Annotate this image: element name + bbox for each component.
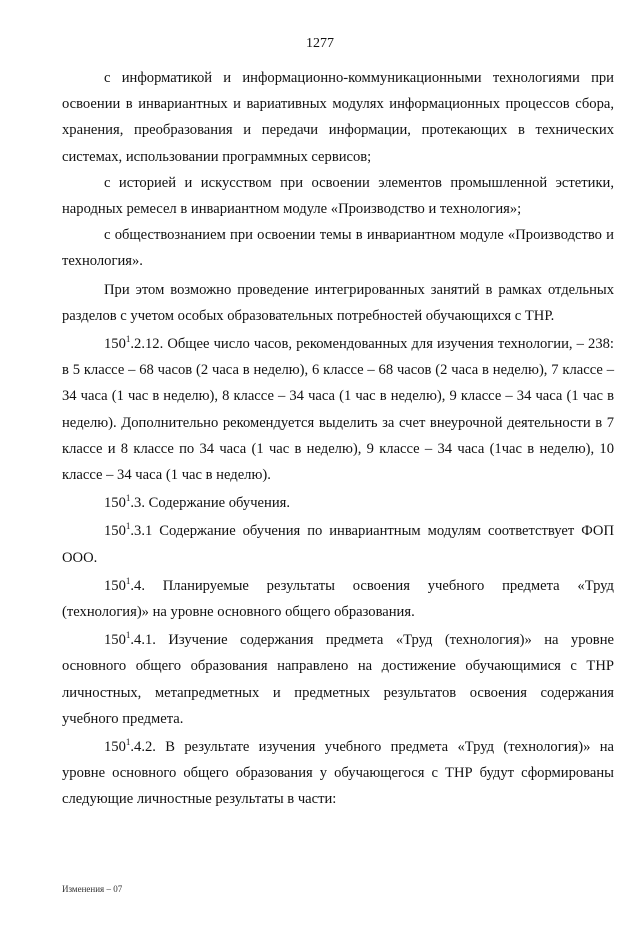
- paragraph-planned-results: $150^1.4$. Планируемые результаты освоения учебного предмета «Труд (технология)» на уровне основного общего образования.: [62, 576, 614, 621]
- paragraph-informatics: с информатикой и информационно-коммуникационными технологиями при освоении в инвариантных и вариативных модулях информационных процессов сбора, хранения, преобразования и передачи информации, протекающих в технических системах, использовании программных сервисов;: [62, 70, 614, 165]
- paragraph-personal-results: $150^1.4.2$. В результате изучения учебного предмета «Труд (технология)» на уровне основного общего образования у обучающегося с ТНР будут сформированы следующие личностные результаты в части:: [62, 737, 614, 808]
- paragraph-study-aims: $150^1.4.1$. Изучение содержания предмета «Труд (технология)» на уровне основного общего образования направлено на достижение обучающимися с ТНР личностных, метапредметных и предметных результатов освоения содержания учебного предмета.: [62, 630, 614, 727]
- paragraph-social-studies: с обществознанием при освоении темы в инвариантном модуле «Производство и технология».: [62, 227, 614, 270]
- paragraph-hours: $150^1.2.12$. Общее число часов, рекомендованных для изучения технологии, – 238: в 5 классе – 68 часов (2 часа в неделю), 6 классе – 68 часов (2 часа в неделю), 7 классе – 34 часа (1 час в неделю), 8 классе – 34 часа (1 час в неделю), 9 классе – 34 часа (1 час в неделю). Дополнительно рекомендуется выделить за счет внеурочной деятельности в 7 классе и 8 классе по 34 часа (1 час в неделю), 9 классе – 34 часа (1час в неделю), 10 классе – 34 часа (1 час в неделю).: [62, 334, 614, 484]
- paragraph-integrated-lessons: При этом возможно проведение интегрированных занятий в рамках отдельных разделов с учетом особых образовательных потребностей обучающихся с ТНР.: [62, 281, 614, 324]
- paragraph-invariant-modules: $150^1.3.1$ Содержание обучения по инвариантным модулям соответствует ФОП ООО.: [62, 521, 614, 566]
- document-body: [62, 65, 614, 813]
- paragraph-content-heading: $150^1.3$. Содержание обучения.: [104, 493, 291, 512]
- footer-revision: Изменения – 07: [62, 884, 123, 894]
- paragraph-history: с историей и искусством при освоении элементов промышленной эстетики, народных ремесел в инвариантном модуле «Производство и технология»;: [62, 174, 614, 218]
- page-number: 1277: [306, 36, 334, 51]
